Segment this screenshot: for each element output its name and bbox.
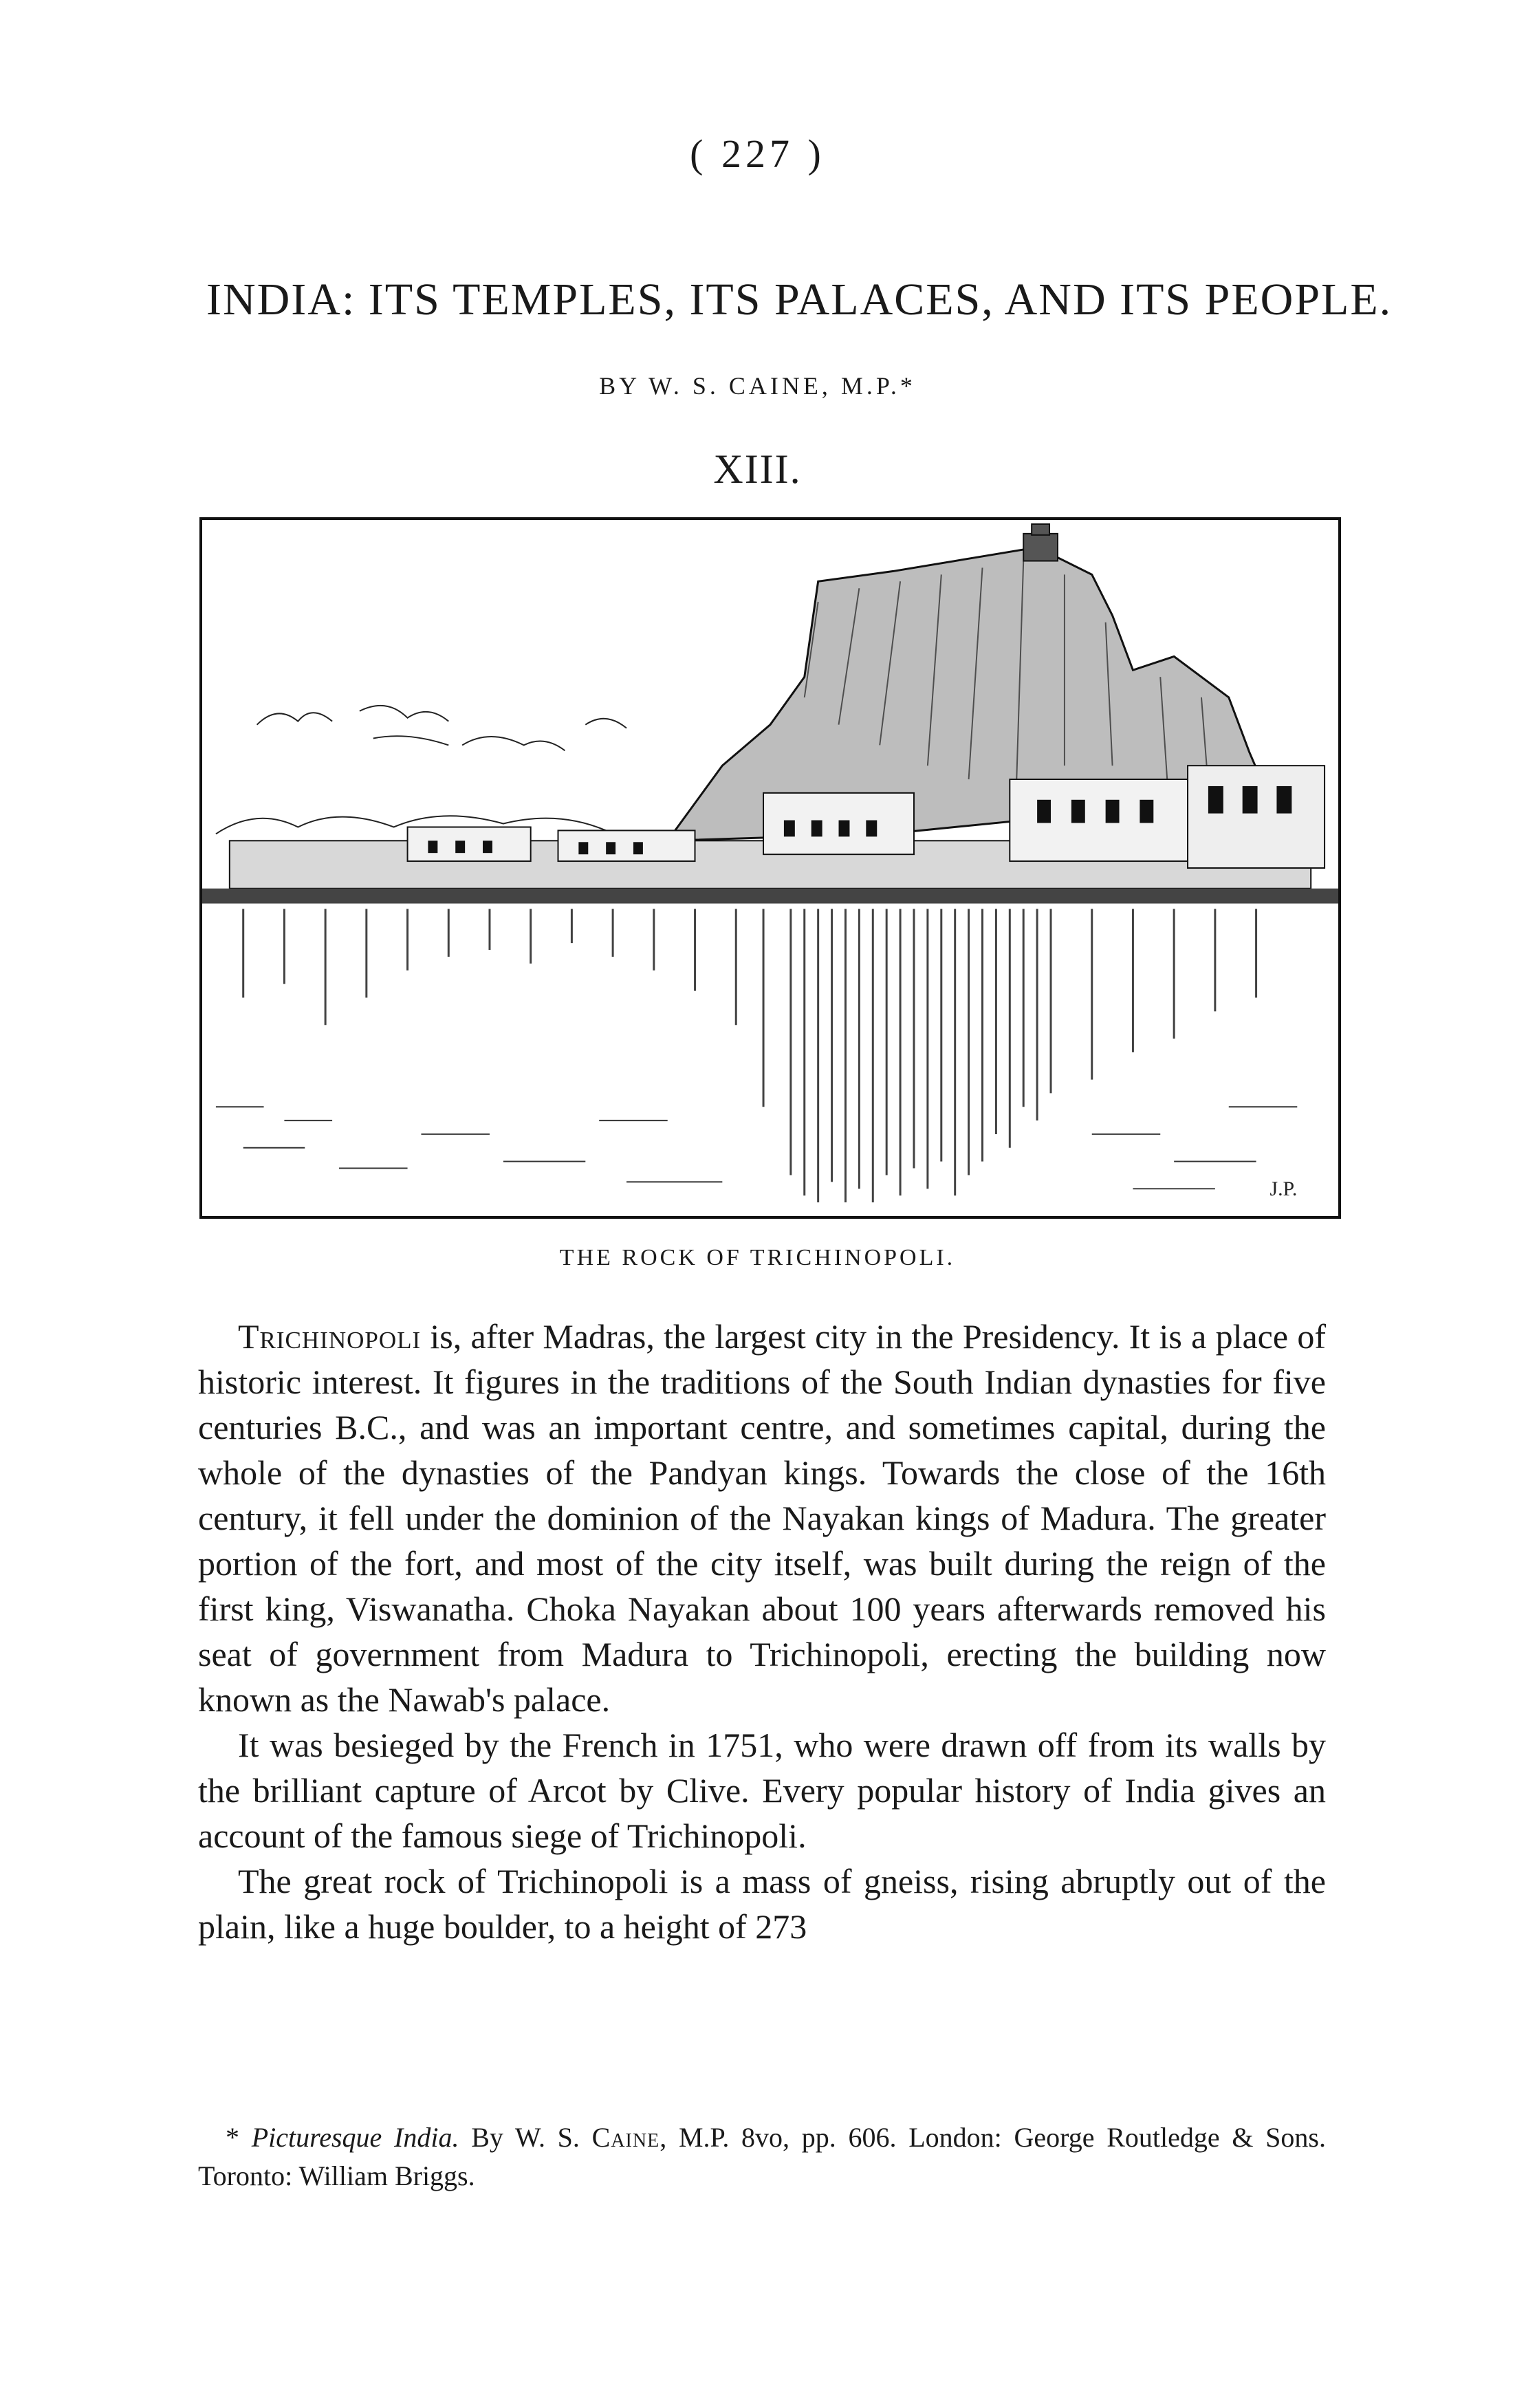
part-number: XIII.: [713, 446, 802, 492]
engraver-signature: J.P.: [1269, 1178, 1298, 1201]
paragraph-3: The great rock of Trichinopoli is a mass of gneiss, rising abruptly out of the plain, like a huge boulder, to a height of 273: [198, 1862, 1326, 1946]
illustration-caption: THE ROCK OF TRICHINOPOLI.: [559, 1245, 956, 1270]
paragraph-1: [198, 1314, 1326, 1722]
footnote-marker: *: [226, 2122, 239, 2153]
footnote-by: By W. S.: [459, 2122, 592, 2153]
article-body: [198, 1314, 1326, 1949]
rock-of-trichinopoli-engraving: [199, 517, 1341, 1219]
paragraph-2: It was besieged by the French in 1751, who were drawn off from its walls by the brilliant capture of Arcot by Clive. Every popular history of India gives an account of the famous siege of Trichinopoli.: [198, 1726, 1326, 1855]
paragraph-1-text: is, after Madras, the largest city in the Presidency. It is a place of historic interest. It figures in the traditions of the South Indian dynasties for five centuries B.C., and was an important centre, and sometimes capital, during the whole of the dynasties of the Pandyan kings. Towards the close of the 16th century, it fell under the dominion of the Nayakan kings of Madura. The greater portion of the fort, and most of the city itself, was built during the reign of the first king, Viswanatha. Choka Nayakan about 100 years afterwards removed his seat of government from Madura to Trichinopoli, erecting the building now known as the Nawab's palace.: [198, 1317, 1326, 1719]
article-title: INDIA: ITS TEMPLES, ITS PALACES, AND ITS PEOPLE.: [206, 274, 1393, 325]
page-number: ( 227 ): [690, 131, 825, 176]
footnote-publisher: , M.P. 8vo, pp. 606. London: George Routledge & Sons. Toronto: William Briggs.: [198, 2122, 1326, 2191]
footnote: [198, 2118, 1326, 2195]
paragraph-1-lead: Trichinopoli: [238, 1317, 422, 1356]
footnote-author: Caine: [591, 2122, 660, 2153]
byline: BY W. S. CAINE, M.P.*: [599, 372, 916, 400]
footnote-book-title: Picturesque India.: [251, 2122, 459, 2153]
